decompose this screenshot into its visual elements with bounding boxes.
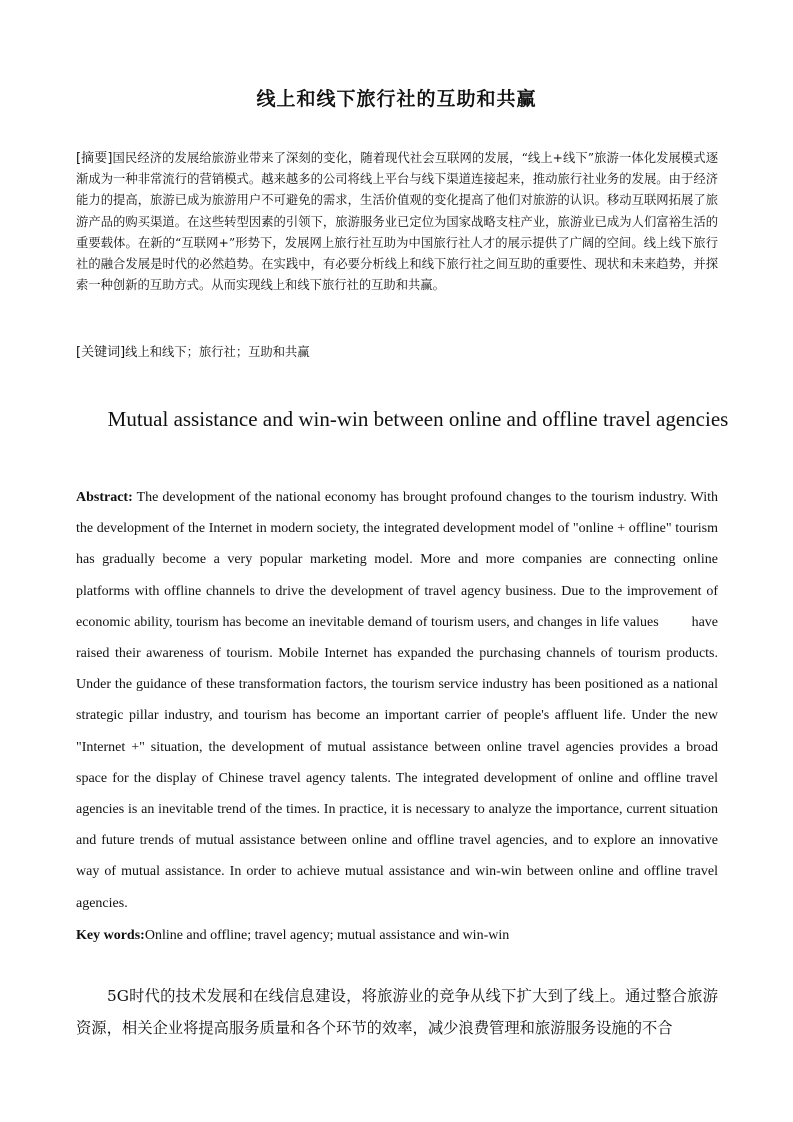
- english-title: Mutual assistance and win-win between online and offline travel agencies: [107, 407, 729, 431]
- body-paragraph: 5G时代的技术发展和在线信息建设，将旅游业的竞争从线下扩大到了线上。通过整合旅游资源，相关企业将提高服务质量和各个环节的效率，减少浪费管理和旅游服务设施的不合: [76, 987, 718, 1037]
- english-keywords-text: Online and offline; travel agency; mutual assistance and win-win: [144, 928, 510, 943]
- chinese-abstract-text: 国民经济的发展给旅游业带来了深刻的变化，随着现代社会互联网的发展，“线上+线下”旅游一体化发展模式逐渐成为一种非常流行的营销模式。越来越多的公司将线上平台与线下渠道连接起来，推动旅行社业务的发展。由于经济能力的提高，旅游已成为旅游用户不可避免的需求，生活价值观的变化提高了他们对旅游的认识。移动互联网拓展了旅游产品的购买渠道。在这些转型因素的引领下，旅游服务业已定位为国家战略支柱产业，旅游业已成为人们富裕生活的重要载体。在新的“互联网+”形势下，发展网上旅行社互助为中国旅行社人才的展示提供了广阔的空间。线上线下旅行社的融合发展是时代的必然趋势。在实践中，有必要分析线上和线下旅行社之间互助的重要性、现状和未来趋势，并探索一种创新的互助方式。从而实现线上和线下旅行社的互助和共赢。: [76, 151, 718, 293]
- english-abstract-label: Abstract:: [76, 490, 133, 505]
- english-abstract: [76, 482, 722, 919]
- chinese-abstract-label: [摘要]: [76, 151, 113, 166]
- chinese-keywords: [76, 342, 718, 363]
- chinese-title: 线上和线下旅行社的互助和共赢: [256, 88, 537, 110]
- chinese-keywords-label: [关键词]: [76, 345, 126, 360]
- english-keywords: [76, 920, 718, 951]
- chinese-abstract: [76, 148, 718, 296]
- chinese-keywords-text: 线上和线下；旅行社；互助和共赢: [125, 345, 310, 359]
- english-keywords-label: Key words:: [76, 928, 145, 943]
- english-abstract-text: The development of the national economy has brought profound changes to the tourism industry. With the development of the Internet in modern society, the integrated development model of "online + offline" tourism has gradually become a very popular marketing model. More and more companies are connecting online platforms with offline channels to drive the development of travel agency business. Due to the improvement of economic ability, tourism has become an inevitable demand of tourism users, and changes in life values have raised their awareness of tourism. Mobile Internet has expanded the purchasing channels of tourism products. Under the guidance of these transformation factors, the tourism service industry has been positioned as a national strategic pillar industry, and tourism has become an important carrier of people's affluent life. Under the new "Internet +" situation, the development of mutual assistance between online travel agencies provides a broad space for the display of Chinese travel agency talents. The integrated development of online and offline travel agencies is an inevitable trend of the times. In practice, it is necessary to analyze the importance, current situation and future trends of mutual assistance between online and offline travel agencies, and to explore an innovative way of mutual assistance. In order to achieve mutual assistance and win-win between online and offline travel agencies.: [76, 490, 722, 911]
